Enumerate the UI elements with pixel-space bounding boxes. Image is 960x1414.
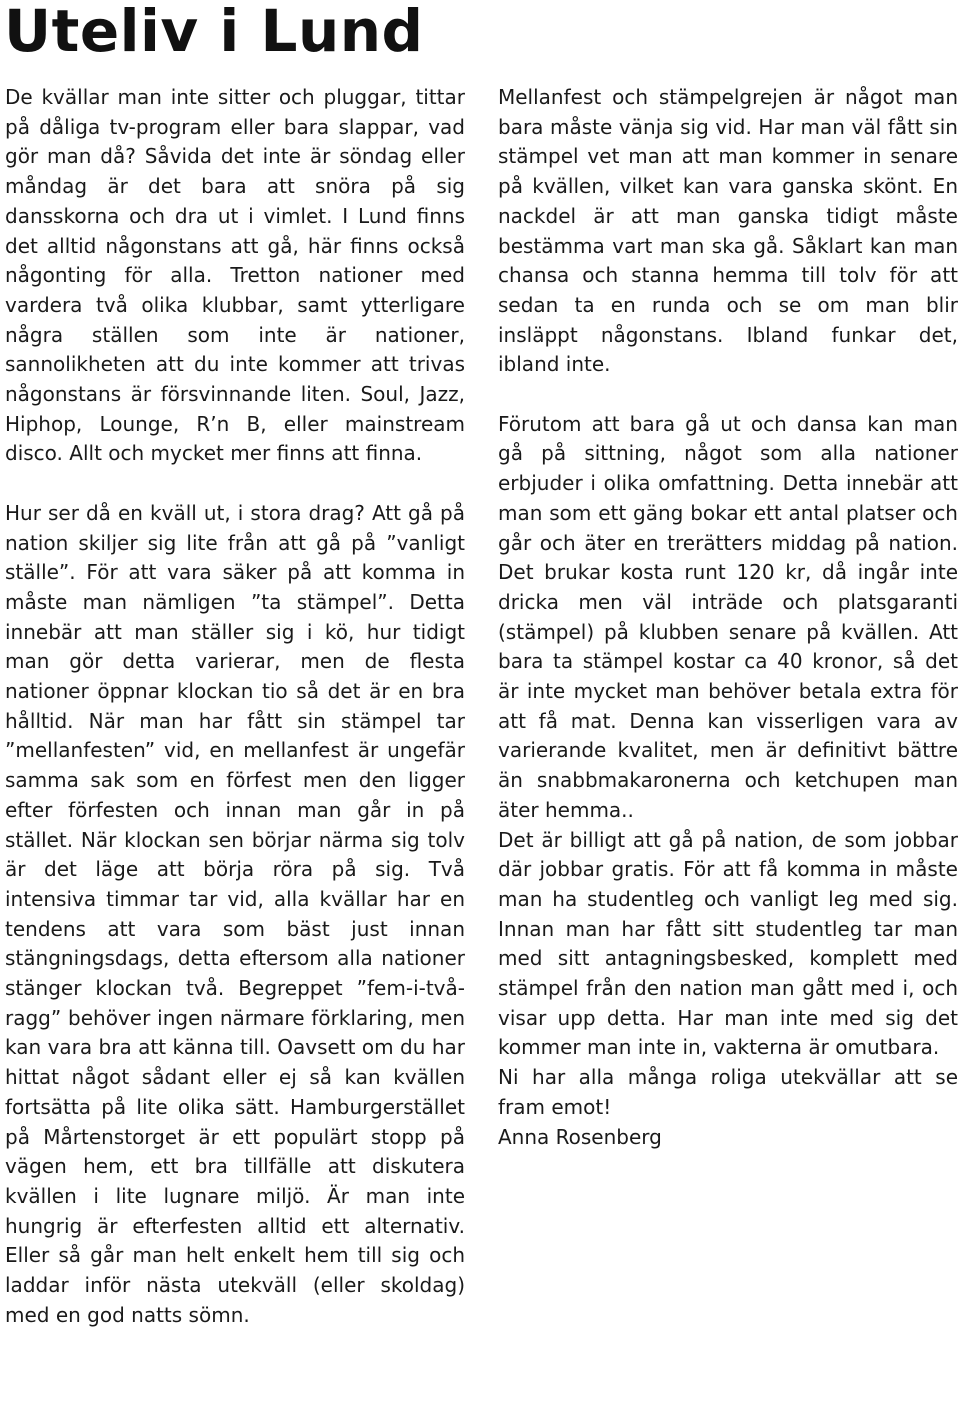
paragraph: Mellanfest och stämpelgrejen är något man bara måste vänja sig vid. Har man väl fått sin stämpel vet man att man kommer in senare på kvällen, vilket kan vara ganska skönt. En nackdel är att man ganska tidigt måste bestämma vart man ska gå. Såklart kan man chansa och stanna hemma till tolv för att sedan ta en runda och se om man blir insläppt någonstans. Ibland funkar det, ibland inte.: [498, 85, 958, 377]
right-column: [498, 83, 958, 1152]
author-signature: Anna Rosenberg: [498, 1124, 662, 1149]
paragraph: Förutom att bara gå ut och dansa kan man gå på sittning, något som alla nationer erbjuder i olika omfattning. Detta innebär att man som ett gäng bokar ett antal platser och går och äter en trerätters middag på nation. Det brukar kosta runt 120 kr, då ingår inte dricka men väl inträde och platsgaranti (stämpel) på klubben senare på kvällen. Att bara ta stämpel kostar ca 40 kronor, så det är inte mycket man behöver betala extra för att få mat. Denna kan visserligen vara av varierande kvalitet, men är definitivt bättre än snabbmakaronerna och ketchupen man äter hemma..: [498, 411, 958, 822]
paragraph: De kvällar man inte sitter och pluggar, tittar på dåliga tv-program eller bara slappar, vad gör man då? Såvida det inte är söndag eller måndag är det bara att snöra på sig dansskorna och dra ut i vimlet. I Lund finns det alltid någonstans att gå, här finns också någonting för alla. Tretton nationer med vardera två olika klubbar, samt ytterligare några ställen som inte är nationer, sannolikheten att du inte kommer att trivas någonstans är försvinnande liten. Soul, Jazz, Hiphop, Lounge, R’n B, eller mainstream disco. Allt och mycket mer finns att finna.: [5, 85, 465, 466]
paragraph: Det är billigt att gå på nation, de som jobbar där jobbar gratis. För att få komma in måste man ha studentleg och vanligt leg med sig. Innan man har fått sitt studentleg tar man med sitt antagningsbesked, komplett med stämpel från den nation man gått med i, och visar upp detta. Har man inte med sig det kommer man inte in, vakterna är omutbara.: [498, 827, 958, 1060]
left-column: [5, 83, 465, 1331]
paragraph: Ni har alla många roliga utekvällar att se fram emot!: [498, 1065, 958, 1119]
article-title: Uteliv i Lund: [4, 0, 424, 65]
paragraph: Hur ser då en kväll ut, i stora drag? Att gå på nation skiljer sig lite från att gå på ”vanligt ställe”. För att vara säker på att komma in måste man nämligen ”ta stämpel”. Detta innebär att man ställer sig i kö, hur tidigt man gör detta varierar, men de flesta nationer öppnar klockan tio så det är en bra hålltid. När man har fått sin stämpel tar ”mellanfesten” vid, en mellanfest är ungefär samma sak som en förfest men den ligger efter förfesten och innan man går in på stället. När klockan sen börjar närma sig tolv är det läge att börja röra på sig. Två intensiva timmar tar vid, alla kvällar har en tendens att vara som bäst just innan stängningsdags, detta eftersom alla nationer stänger klockan två. Begreppet ”fem-i-två-ragg” behöver ingen närmare förklaring, men kan vara bra att känna till. Oavsett om du har hittat något sådant eller ej så kan kvällen fortsätta på lite olika sätt. Hamburgerstället på Mårtenstorget är ett populärt stopp på vägen hem, ett bra tillfälle att diskutera kvällen i lite lugnare miljö. Är man inte hungrig är efterfesten alltid ett alternativ. Eller så går man helt enkelt hem till sig och laddar inför nästa utekväll (eller skoldag) med en god natts sömn.: [5, 500, 465, 1327]
